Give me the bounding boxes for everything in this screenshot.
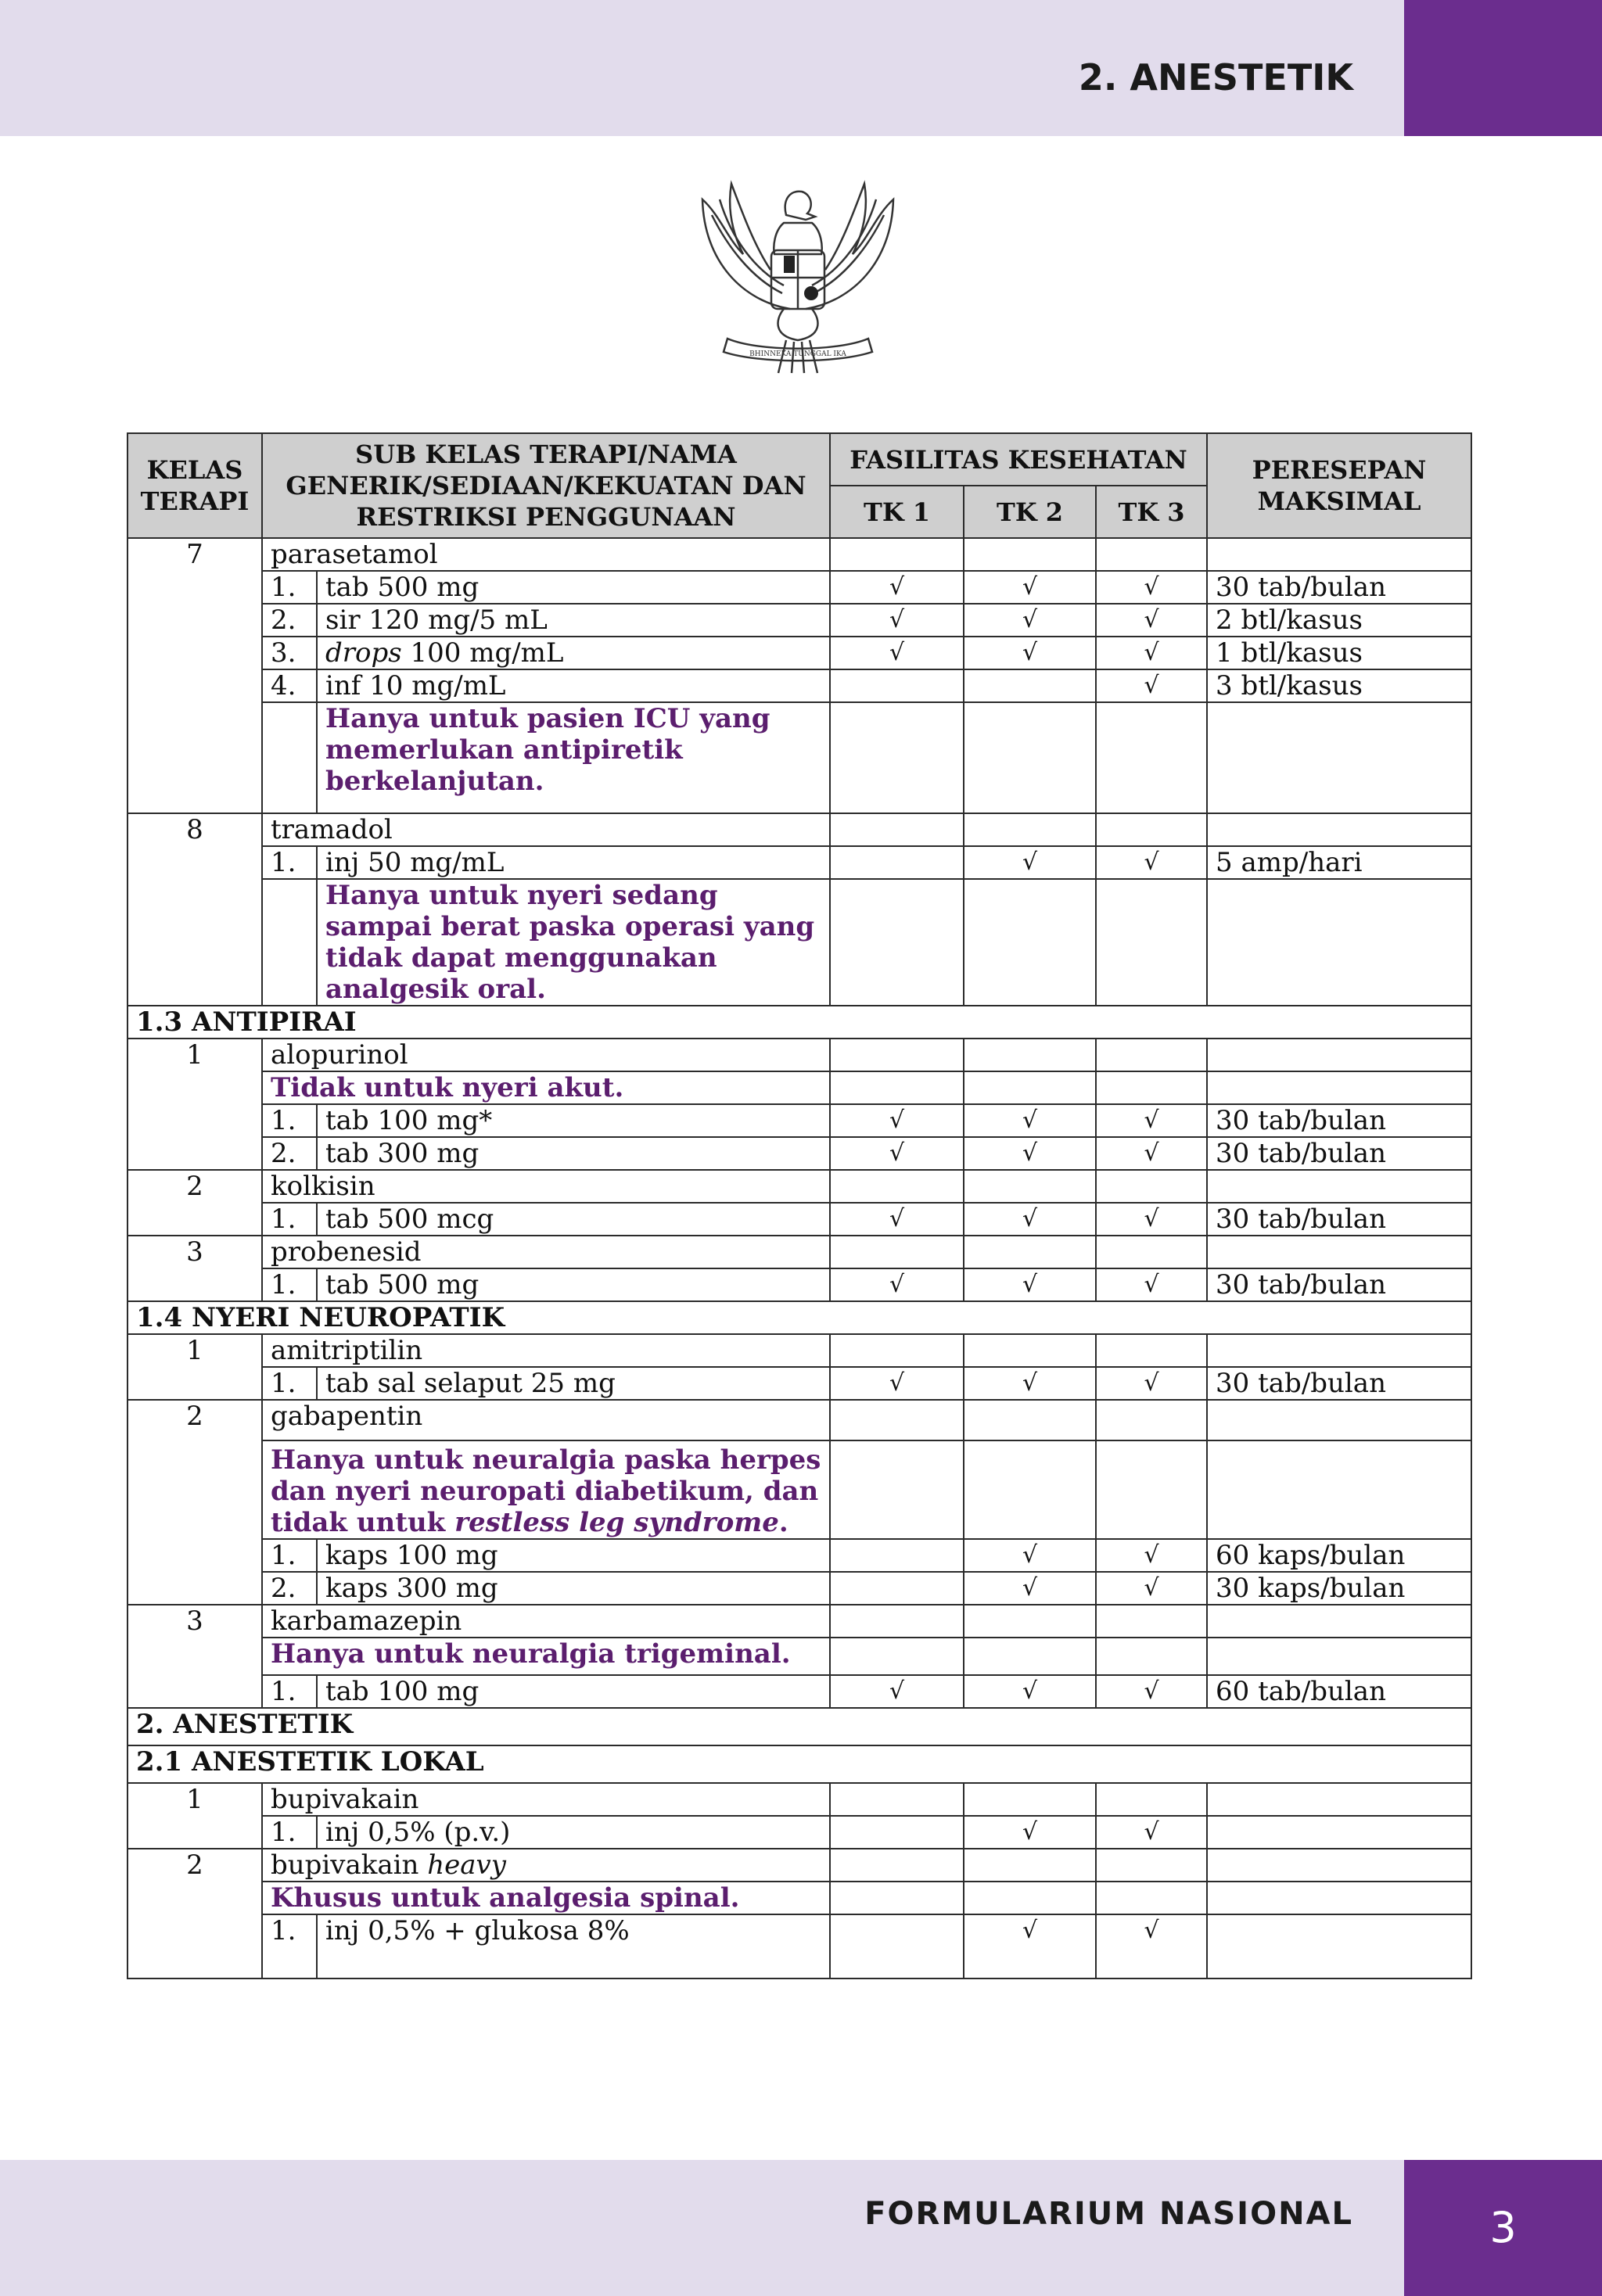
table-cell: 1 btl/kasus	[1207, 637, 1471, 669]
restriction-note: Khusus untuk analgesia spinal.	[262, 1882, 830, 1914]
table-cell	[128, 1816, 262, 1849]
table-row	[128, 1203, 1471, 1236]
check-mark: √	[964, 1539, 1096, 1572]
table-cell	[1207, 1039, 1471, 1071]
table-cell	[1096, 1638, 1207, 1675]
table-cell	[964, 1882, 1096, 1914]
table-cell	[1096, 1440, 1207, 1539]
table-cell: 30 tab/bulan	[1207, 1367, 1471, 1400]
table-row	[128, 846, 1471, 879]
table-cell	[128, 669, 262, 702]
table-row	[128, 637, 1471, 669]
table-row	[128, 1539, 1471, 1572]
table-cell	[128, 1539, 262, 1572]
table-cell: 1.	[262, 1675, 317, 1708]
table-cell	[830, 879, 964, 1006]
check-mark: √	[1096, 1137, 1207, 1170]
table-cell	[1096, 1236, 1207, 1268]
table-cell: 30 tab/bulan	[1207, 1203, 1471, 1236]
check-mark: √	[964, 1675, 1096, 1708]
check-mark: √	[830, 1137, 964, 1170]
check-mark: √	[1096, 1367, 1207, 1400]
table-cell: 3	[128, 1236, 262, 1268]
table-cell: 30 tab/bulan	[1207, 1268, 1471, 1301]
header-peresepan: PERESEPAN MAKSIMAL	[1207, 433, 1471, 538]
table-cell	[830, 846, 964, 879]
header-sub-kelas: SUB KELAS TERAPI/NAMA GENERIK/SEDIAAN/KEKUATAN DAN RESTRIKSI PENGGUNAAN	[262, 433, 830, 538]
header-kelas: KELAS TERAPI	[128, 433, 262, 538]
table-cell	[964, 1783, 1096, 1816]
check-mark: √	[964, 1268, 1096, 1301]
table-cell	[830, 1783, 964, 1816]
table-cell: tab 500 mcg	[317, 1203, 830, 1236]
check-mark: √	[830, 1268, 964, 1301]
table-cell: 1	[128, 1783, 262, 1816]
drug-name: bupivakain	[262, 1783, 830, 1816]
table-cell	[1096, 1400, 1207, 1440]
table-cell	[128, 702, 262, 813]
table-cell	[964, 669, 1096, 702]
table-cell	[1207, 1783, 1471, 1816]
check-mark: √	[830, 1367, 964, 1400]
table-cell: 1.	[262, 1816, 317, 1849]
drug-name: bupivakain heavy	[262, 1849, 830, 1882]
table-cell	[1207, 1170, 1471, 1203]
table-cell: sir 120 mg/5 mL	[317, 604, 830, 637]
table-cell: 60 kaps/bulan	[1207, 1539, 1471, 1572]
check-mark: √	[964, 1137, 1096, 1170]
table-row	[128, 879, 1471, 1006]
table-cell	[128, 1882, 262, 1914]
table-cell	[1096, 1605, 1207, 1638]
table-cell: 1.	[262, 1104, 317, 1137]
check-mark: √	[964, 846, 1096, 879]
drug-name: parasetamol	[262, 538, 830, 571]
table-cell: 2	[128, 1849, 262, 1882]
check-mark: √	[830, 604, 964, 637]
table-cell	[1207, 1400, 1471, 1440]
table-cell	[128, 1071, 262, 1104]
section-row	[128, 1745, 1471, 1783]
header-tab	[1404, 0, 1602, 136]
table-cell: 30 kaps/bulan	[1207, 1572, 1471, 1605]
table-cell	[1207, 538, 1471, 571]
table-cell	[128, 879, 262, 1006]
section-title: 2. ANESTETIK	[1078, 56, 1353, 99]
emblem-motto: BHINNEKA TUNGGAL IKA	[749, 350, 846, 358]
section-row	[128, 1301, 1471, 1334]
table-row	[128, 433, 1471, 486]
drug-name: probenesid	[262, 1236, 830, 1268]
table-cell	[964, 1170, 1096, 1203]
table-row	[128, 1137, 1471, 1170]
table-cell	[1096, 1039, 1207, 1071]
table-cell	[964, 1400, 1096, 1440]
table-cell	[830, 669, 964, 702]
drug-name: tramadol	[262, 813, 830, 846]
table-cell	[830, 813, 964, 846]
restriction-note: Hanya untuk neuralgia trigeminal.	[262, 1638, 830, 1675]
table-cell: 2. ANESTETIK	[128, 1708, 1471, 1745]
table-cell	[1207, 813, 1471, 846]
table-cell	[1096, 1783, 1207, 1816]
table-cell	[830, 1334, 964, 1367]
table-row	[128, 669, 1471, 702]
check-mark: √	[964, 604, 1096, 637]
table-cell: 2	[128, 1170, 262, 1203]
check-mark: √	[1096, 669, 1207, 702]
page-number: 3	[1404, 2160, 1602, 2296]
table-cell: 3	[128, 1605, 262, 1638]
restriction-note: Hanya untuk neuralgia paska herpes dan nyeri neuropati diabetikum, dan tidak untuk restless leg syndrome.	[262, 1440, 830, 1539]
table-cell	[128, 1675, 262, 1708]
table-cell	[1207, 1849, 1471, 1882]
table-row	[128, 1882, 1471, 1914]
table-cell: 8	[128, 813, 262, 846]
header-tk3: TK 3	[1096, 486, 1207, 538]
table-cell: 1.	[262, 846, 317, 879]
table-cell	[128, 571, 262, 604]
check-mark: √	[964, 637, 1096, 669]
drug-name: kolkisin	[262, 1170, 830, 1203]
table-row	[128, 702, 1471, 813]
check-mark: √	[1096, 604, 1207, 637]
table-cell	[964, 1638, 1096, 1675]
table-row	[128, 1783, 1471, 1816]
table-cell: tab 500 mg	[317, 1268, 830, 1301]
header-tk2: TK 2	[964, 486, 1096, 538]
check-mark: √	[830, 1203, 964, 1236]
table-row	[128, 1816, 1471, 1849]
table-cell	[1207, 1914, 1471, 1979]
table-cell: kaps 300 mg	[317, 1572, 830, 1605]
table-row	[128, 1605, 1471, 1638]
table-cell	[1207, 1882, 1471, 1914]
table-cell	[128, 1440, 262, 1539]
section-row	[128, 1708, 1471, 1745]
table-cell	[830, 1170, 964, 1203]
check-mark: √	[830, 637, 964, 669]
garuda-emblem	[696, 168, 900, 383]
table-cell	[1096, 1170, 1207, 1203]
table-cell: drops 100 mg/mL	[317, 637, 830, 669]
table-cell	[830, 1071, 964, 1104]
table-cell: 7	[128, 538, 262, 571]
check-mark: √	[1096, 1203, 1207, 1236]
table-cell: 3 btl/kasus	[1207, 669, 1471, 702]
table-cell	[1207, 879, 1471, 1006]
table-cell	[1207, 1236, 1471, 1268]
table-cell: 30 tab/bulan	[1207, 571, 1471, 604]
check-mark: √	[964, 1203, 1096, 1236]
table-cell: 1.	[262, 1268, 317, 1301]
table-cell	[830, 1849, 964, 1882]
drug-name: karbamazepin	[262, 1605, 830, 1638]
header-band	[0, 0, 1602, 136]
table-cell	[964, 1039, 1096, 1071]
table-cell	[128, 1203, 262, 1236]
drug-name: amitriptilin	[262, 1334, 830, 1367]
footer-band	[0, 2160, 1602, 2296]
table-cell: tab 500 mg	[317, 571, 830, 604]
table-row	[128, 1170, 1471, 1203]
table-cell	[1207, 1334, 1471, 1367]
table-cell: 1.	[262, 1367, 317, 1400]
table-cell	[964, 1849, 1096, 1882]
formulary-table	[127, 432, 1472, 1979]
table-cell: tab 100 mg	[317, 1675, 830, 1708]
table-cell: 1.	[262, 1203, 317, 1236]
table-cell	[1207, 702, 1471, 813]
check-mark: √	[1096, 1675, 1207, 1708]
table-cell: 1.	[262, 1539, 317, 1572]
table-cell	[262, 702, 317, 813]
check-mark: √	[1096, 1539, 1207, 1572]
table-cell	[1096, 1071, 1207, 1104]
table-cell	[128, 846, 262, 879]
table-cell: 2.	[262, 1572, 317, 1605]
check-mark: √	[964, 571, 1096, 604]
table-row	[128, 604, 1471, 637]
table-cell	[1096, 1334, 1207, 1367]
table-cell: tab 300 mg	[317, 1137, 830, 1170]
header-fasilitas: FASILITAS KESEHATAN	[830, 433, 1207, 486]
table-cell: 1.3 ANTIPIRAI	[128, 1006, 1471, 1039]
check-mark: √	[830, 1675, 964, 1708]
table-cell	[830, 1816, 964, 1849]
table-cell	[262, 879, 317, 1006]
table-cell: inj 50 mg/mL	[317, 846, 830, 879]
table-cell	[830, 1605, 964, 1638]
table-cell	[1096, 1882, 1207, 1914]
table-cell	[1207, 1440, 1471, 1539]
table-row	[128, 1236, 1471, 1268]
table-cell: tab 100 mg*	[317, 1104, 830, 1137]
table-row	[128, 1071, 1471, 1104]
table-cell	[1207, 1638, 1471, 1675]
table-cell	[830, 702, 964, 813]
check-mark: √	[964, 1816, 1096, 1849]
check-mark: √	[830, 1104, 964, 1137]
table-cell	[1096, 879, 1207, 1006]
table-row	[128, 1849, 1471, 1882]
table-cell	[964, 1605, 1096, 1638]
drug-name: gabapentin	[262, 1400, 830, 1440]
table-row	[128, 813, 1471, 846]
table-cell: 3.	[262, 637, 317, 669]
check-mark: √	[1096, 1268, 1207, 1301]
table-cell	[830, 1882, 964, 1914]
check-mark: √	[1096, 637, 1207, 669]
table-cell	[964, 1334, 1096, 1367]
table-cell	[964, 1071, 1096, 1104]
table-cell: 2.	[262, 1137, 317, 1170]
check-mark: √	[964, 1572, 1096, 1605]
header-tk1: TK 1	[830, 486, 964, 538]
footer-title: FORMULARIUM NASIONAL	[864, 2196, 1353, 2232]
table-row	[128, 1675, 1471, 1708]
table-cell	[964, 813, 1096, 846]
table-cell: kaps 100 mg	[317, 1539, 830, 1572]
table-cell	[128, 1268, 262, 1301]
table-cell: 30 tab/bulan	[1207, 1137, 1471, 1170]
table-row	[128, 1334, 1471, 1367]
table-cell	[830, 1236, 964, 1268]
table-cell	[1096, 813, 1207, 846]
table-cell	[1096, 1849, 1207, 1882]
table-row	[128, 1638, 1471, 1675]
table-row	[128, 538, 1471, 571]
table-cell: inj 0,5% (p.v.)	[317, 1816, 830, 1849]
table-row	[128, 1440, 1471, 1539]
table-cell	[830, 1039, 964, 1071]
table-cell: inj 0,5% + glukosa 8%	[317, 1914, 830, 1979]
table-cell: 2	[128, 1400, 262, 1440]
table-cell: 1.	[262, 571, 317, 604]
restriction-note: Hanya untuk nyeri sedang sampai berat paska operasi yang tidak dapat menggunakan analgesik oral.	[317, 879, 830, 1006]
table-cell	[1207, 1071, 1471, 1104]
table-row	[128, 1914, 1471, 1979]
table-cell	[1207, 1605, 1471, 1638]
table-cell	[830, 1400, 964, 1440]
check-mark: √	[1096, 1914, 1207, 1979]
table-row	[128, 1400, 1471, 1440]
table-cell	[830, 1914, 964, 1979]
table-cell: 1.	[262, 1914, 317, 1979]
table-cell: 2 btl/kasus	[1207, 604, 1471, 637]
table-cell	[830, 1638, 964, 1675]
table-cell	[128, 1638, 262, 1675]
table-cell	[128, 604, 262, 637]
table-cell: 5 amp/hari	[1207, 846, 1471, 879]
table-row	[128, 571, 1471, 604]
table-cell	[1096, 702, 1207, 813]
table-cell	[964, 1440, 1096, 1539]
table-cell	[830, 538, 964, 571]
table-cell: tab sal selaput 25 mg	[317, 1367, 830, 1400]
table-cell	[128, 1572, 262, 1605]
table-cell: 1.4 NYERI NEUROPATIK	[128, 1301, 1471, 1334]
table-cell	[830, 1539, 964, 1572]
drug-name: alopurinol	[262, 1039, 830, 1071]
table-cell: 1	[128, 1334, 262, 1367]
table-cell: 2.	[262, 604, 317, 637]
table-cell	[128, 1137, 262, 1170]
table-cell: 30 tab/bulan	[1207, 1104, 1471, 1137]
restriction-note: Hanya untuk pasien ICU yang memerlukan antipiretik berkelanjutan.	[317, 702, 830, 813]
table-cell	[964, 702, 1096, 813]
table-cell	[128, 1104, 262, 1137]
check-mark: √	[830, 571, 964, 604]
section-row	[128, 1006, 1471, 1039]
table-cell	[128, 637, 262, 669]
table-cell: inf 10 mg/mL	[317, 669, 830, 702]
table-row	[128, 1367, 1471, 1400]
table-cell: 2.1 ANESTETIK LOKAL	[128, 1745, 1471, 1783]
table-cell	[964, 879, 1096, 1006]
table-cell: 1	[128, 1039, 262, 1071]
table-row	[128, 1104, 1471, 1137]
check-mark: √	[964, 1104, 1096, 1137]
table-cell	[964, 1236, 1096, 1268]
table-cell	[128, 1914, 262, 1979]
table-cell	[830, 1440, 964, 1539]
table-cell	[1207, 1816, 1471, 1849]
check-mark: √	[964, 1367, 1096, 1400]
check-mark: √	[964, 1914, 1096, 1979]
table-cell	[1096, 538, 1207, 571]
table-cell: 4.	[262, 669, 317, 702]
table-row	[128, 1039, 1471, 1071]
check-mark: √	[1096, 1104, 1207, 1137]
check-mark: √	[1096, 1816, 1207, 1849]
check-mark: √	[1096, 1572, 1207, 1605]
table-row	[128, 1268, 1471, 1301]
check-mark: √	[1096, 846, 1207, 879]
table-cell	[964, 538, 1096, 571]
table-cell	[128, 1367, 262, 1400]
table-cell: 60 tab/bulan	[1207, 1675, 1471, 1708]
check-mark: √	[1096, 571, 1207, 604]
table-cell	[830, 1572, 964, 1605]
restriction-note: Tidak untuk nyeri akut.	[262, 1071, 830, 1104]
table-row	[128, 1572, 1471, 1605]
